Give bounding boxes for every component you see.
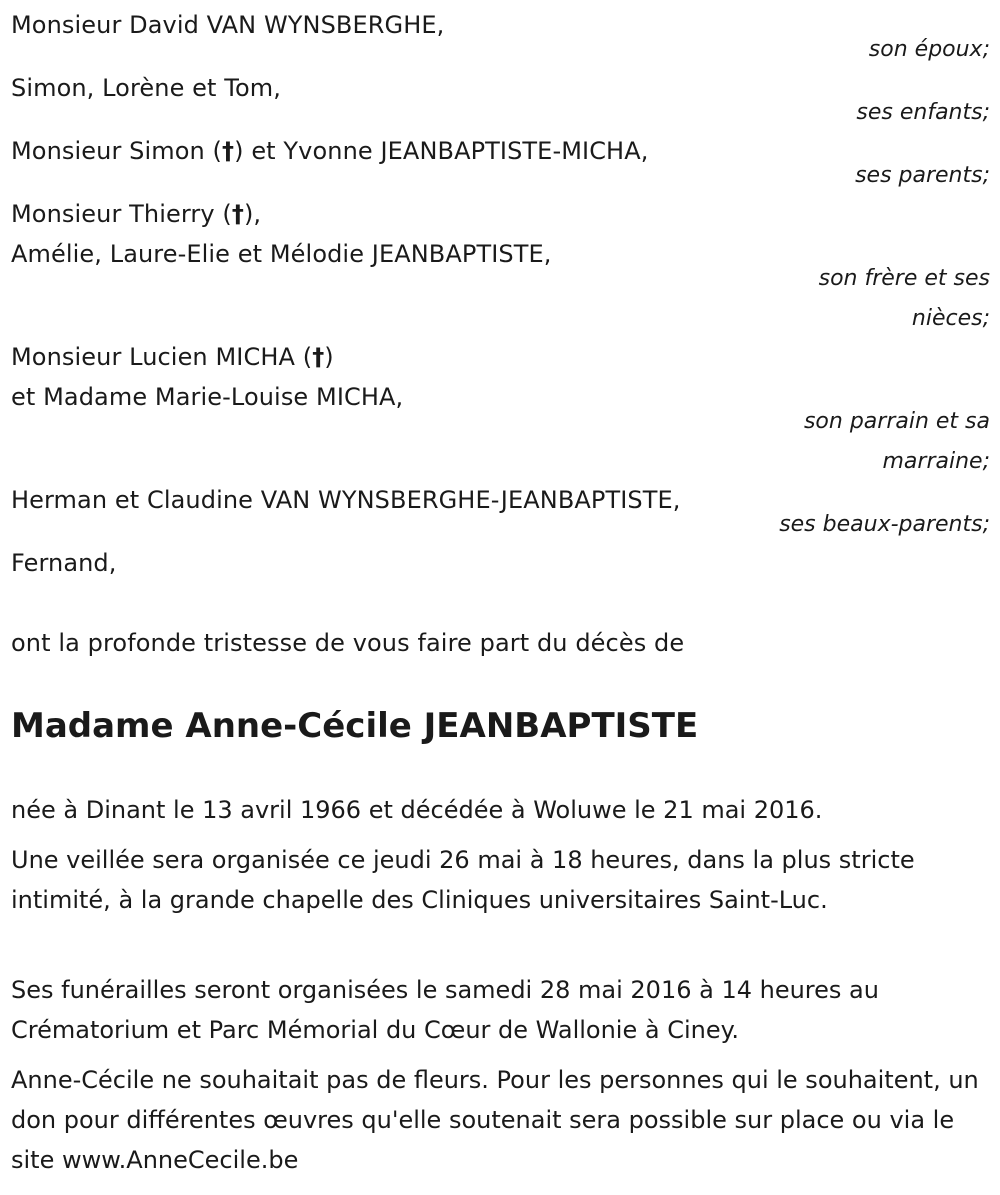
wake-paragraph: Une veillée sera organisée ce jeudi 26 mai à 18 heures, dans la plus stricte intimité, à la grande chapelle des Cliniques universitaires Saint-Luc. xyxy=(11,846,915,914)
funeral-paragraph: Ses funérailles seront organisées le samedi 28 mai 2016 à 14 heures au Crématorium et Parc Mémorial du Cœur de Wallonie à Ciney. xyxy=(11,976,879,1044)
family-name-nieces: Amélie, Laure-Elie et Mélodie JEANBAPTISTE, xyxy=(11,240,552,268)
family-name-parents-part2: ) et Yvonne JEANBAPTISTE-MICHA, xyxy=(234,137,649,165)
family-name-brother-part2: ), xyxy=(243,200,262,228)
family-name-fernand: Fernand, xyxy=(11,549,117,577)
family-relation-brother-line1: son frère et ses xyxy=(818,266,990,291)
cross-icon: † xyxy=(231,200,244,228)
birth-death-paragraph: née à Dinant le 13 avril 1966 et décédée à Woluwe le 21 mai 2016. xyxy=(11,796,823,824)
cross-icon: † xyxy=(312,343,325,371)
family-relation-godparents-line1: son parrain et sa xyxy=(803,409,990,434)
family-name-brother xyxy=(11,200,261,228)
cross-icon: † xyxy=(222,137,235,165)
family-name-children: Simon, Lorène et Tom, xyxy=(11,74,281,102)
family-name-in-laws: Herman et Claudine VAN WYNSBERGHE-JEANBAPTISTE, xyxy=(11,486,681,514)
family-name-brother-part1: Monsieur Thierry ( xyxy=(11,200,232,228)
family-name-parents xyxy=(11,137,648,165)
family-name-godmother: et Madame Marie-Louise MICHA, xyxy=(11,383,404,411)
family-relation-spouse: son époux; xyxy=(868,37,990,62)
family-name-godfather-part2: ) xyxy=(324,343,334,371)
family-relation-brother-line2: nièces; xyxy=(911,306,990,331)
family-relation-godparents-line2: marraine; xyxy=(882,449,990,474)
announcement-text: ont la profonde tristesse de vous faire part du décès de xyxy=(11,629,685,657)
family-name-godfather-part1: Monsieur Lucien MICHA ( xyxy=(11,343,313,371)
family-relation-parents: ses parents; xyxy=(855,163,990,188)
family-relation-children: ses enfants; xyxy=(856,100,990,125)
family-relation-in-laws: ses beaux-parents; xyxy=(779,512,990,537)
family-name-godfather xyxy=(11,343,334,371)
family-name-parents-part1: Monsieur Simon ( xyxy=(11,137,223,165)
deceased-name-heading: Madame Anne-Cécile JEANBAPTISTE xyxy=(11,706,699,746)
flowers-paragraph: Anne-Cécile ne souhaitait pas de fleurs. Pour les personnes qui le souhaitent, un don pour différentes œuvres qu'elle soutenait sera possible sur place ou via le site www.AnneCecile.be xyxy=(11,1066,979,1174)
family-name-spouse: Monsieur David VAN WYNSBERGHE, xyxy=(11,11,445,39)
